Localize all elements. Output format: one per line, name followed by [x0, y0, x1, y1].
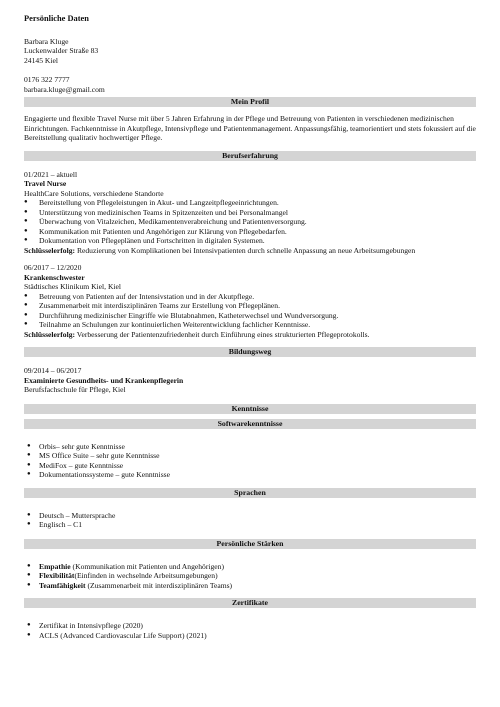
list-item: ● MS Office Suite – sehr gute Kenntnisse — [24, 451, 476, 461]
software-list — [24, 442, 476, 480]
section-bar-profile: Mein Profil — [24, 97, 476, 107]
education-period: 09/2014 – 06/2017 — [24, 366, 82, 375]
list-item: ● MediFox – gute Kenntnisse — [24, 461, 476, 471]
list-item: ● Kommunikation mit Patienten und Angehörigen zur Klärung von Pflegebedarfen. — [24, 227, 476, 237]
strength-text: (Kommunikation mit Patienten und Angehörigen) — [70, 561, 224, 571]
job-entry — [24, 263, 476, 339]
key-success-label: Schlüsselerfolg: — [24, 329, 76, 339]
list-item: ● Dokumentationssysteme – gute Kenntnisse — [24, 470, 476, 480]
key-success-text: Verbesserung der Patientenzufriedenheit durch Einführung eines strukturierten Pflegeprotokolls. — [75, 329, 370, 339]
section-bar-experience: Berufserfahrung — [24, 151, 476, 161]
list-item: ● Orbis– sehr gute Kenntnisse — [24, 442, 476, 452]
job-employer: Städtisches Klinikum Kiel, Kiel — [24, 282, 122, 291]
section-bar-strengths: Persönliche Stärken — [24, 539, 476, 549]
section-bar-skills: Kenntnisse — [24, 404, 476, 414]
profile-text: Engagierte und flexible Travel Nurse mit über 5 Jahren Erfahrung in der Pflege und Betreuung von Patienten in verschiedenen medizinischen Einrichtungen. Fachkenntnisse in Akutpflege, Intensivpflege und Patientenmanagement. Anpassungsfähig, teamorientiert und stets fokussiert auf die Bereitstellung qualitativ hochwertiger Pflege. — [24, 114, 476, 142]
list-item: ● Deutsch – Muttersprache — [24, 511, 476, 521]
strength-label: Teamfähigkeit — [39, 580, 86, 590]
contact-block — [24, 75, 476, 94]
job-bullets — [24, 292, 476, 330]
strength-label: Empathie — [39, 561, 71, 571]
list-item: ● Zertifikat in Intensivpflege (2020) — [24, 621, 476, 631]
person-name: Barbara Kluge — [24, 36, 69, 46]
list-item: ● Betreuung von Patienten auf der Intensivstation und in der Akutpflege. — [24, 292, 476, 302]
list-item — [24, 571, 476, 581]
list-item: ● Teilnahme an Schulungen zur kontinuierlichen Weiterentwicklung fachlicher Kenntnisse. — [24, 320, 476, 330]
personal-data-heading: Persönliche Daten — [24, 14, 89, 23]
resume-content — [24, 14, 476, 640]
list-item: ● Zusammenarbeit mit interdisziplinären Teams zur Erstellung von Pflegeplänen. — [24, 301, 476, 311]
job-period: 06/2017 – 12/2020 — [24, 263, 82, 272]
job-title: Travel Nurse — [24, 179, 67, 188]
strength-text: (Einfinden in wechselnde Arbeitsumgebungen) — [74, 571, 218, 580]
languages-list — [24, 511, 476, 530]
key-success-label: Schlüsselerfolg: — [24, 245, 76, 255]
phone: 0176 322 7777 — [24, 75, 70, 84]
email: barbara.kluge@gmail.com — [24, 84, 105, 94]
section-bar-languages: Sprachen — [24, 488, 476, 498]
education-degree: Examinierte Gesundheits- und Krankenpflegerin — [24, 375, 184, 385]
job-period: 01/2021 – aktuell — [24, 169, 78, 179]
certificates-list — [24, 621, 476, 640]
key-success — [24, 330, 476, 340]
strength-text: (Zusammenarbeit mit interdisziplinären Teams) — [85, 580, 233, 590]
street: Luckenwalder Straße 83 — [24, 46, 99, 55]
address-block — [24, 37, 476, 66]
strength-label: Flexibilität — [39, 571, 75, 580]
job-entry — [24, 170, 476, 256]
key-success — [24, 246, 476, 256]
job-employer: HealthCare Solutions, verschiedene Standorte — [24, 188, 164, 198]
list-item — [24, 562, 476, 572]
section-bar-certificates: Zertifikate — [24, 598, 476, 608]
key-success-text: Reduzierung von Komplikationen bei Intensivpatienten durch schnelle Anpassung an neue Arbeitsumgebungen — [75, 245, 416, 255]
city: 24145 Kiel — [24, 55, 58, 65]
list-item: ● Bereitstellung von Pflegeleistungen in Akut- und Langzeitpflegeeinrichtungen. — [24, 198, 476, 208]
list-item: ● Unterstützung von medizinischen Teams in Spitzenzeiten und bei Personalmangel — [24, 208, 476, 218]
list-item: ● Englisch – C1 — [24, 520, 476, 530]
section-bar-software: Softwarekenntnisse — [24, 419, 476, 429]
list-item: ● Durchführung medizinischer Eingriffe wie Blutabnahmen, Katheterwechsel und Wundversorgung. — [24, 311, 476, 321]
strengths-list — [24, 562, 476, 591]
section-bar-education: Bildungsweg — [24, 347, 476, 357]
job-bullets — [24, 198, 476, 246]
job-title: Krankenschwester — [24, 272, 85, 282]
list-item — [24, 581, 476, 591]
list-item: ● ACLS (Advanced Cardiovascular Life Support) (2021) — [24, 631, 476, 641]
education-school: Berufsfachschule für Pflege, Kiel — [24, 385, 126, 394]
list-item: ● Überwachung von Vitalzeichen, Medikamentenverabreichung und Patientenversorgung. — [24, 217, 476, 227]
education-entry — [24, 366, 476, 395]
list-item: ● Dokumentation von Pflegeplänen und Fortschritten in digitalen Systemen. — [24, 236, 476, 246]
